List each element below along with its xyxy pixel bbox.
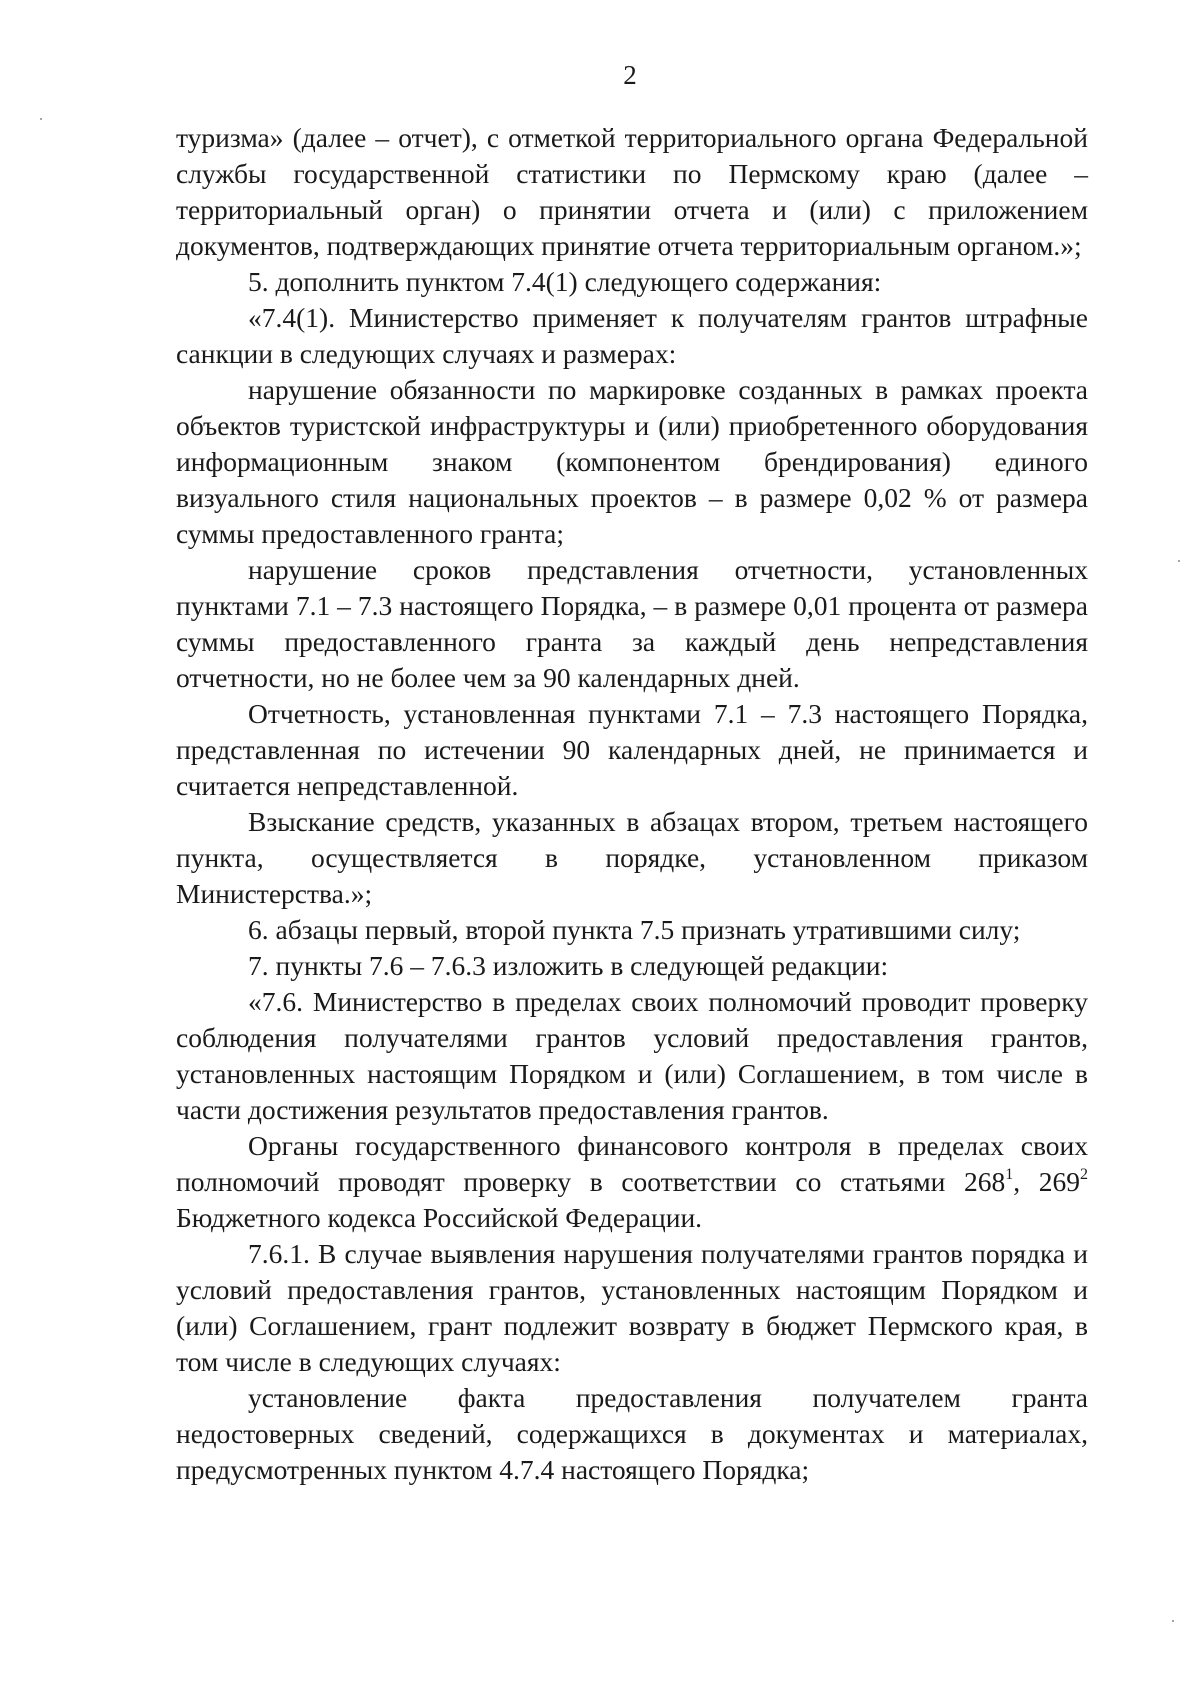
financial-control-text-end: Бюджетного кодекса Российской Федерации. <box>176 1202 703 1233</box>
paragraph-financial-control <box>176 1128 1088 1236</box>
paragraph-penalty-deadline: нарушение сроков представления отчетности, установленных пунктами 7.1 – 7.3 настоящего Порядка, – в размере 0,01 процента от размера суммы предоставленного гранта за каждый день непредставления отчетности, но не более чем за 90 календарных дней. <box>176 554 1088 693</box>
financial-control-text-middle: , 269 <box>1013 1166 1081 1197</box>
paragraph-item-6: 6. абзацы первый, второй пункта 7.5 признать утратившими силу; <box>248 914 1021 945</box>
paragraph-false-information: установление факта предоставления получателем гранта недостоверных сведений, содержащихся в документах и материалах, предусмотренных пунктом 4.7.4 настоящего Порядка; <box>176 1382 1088 1485</box>
paragraph-reporting-end: туризма» (далее – отчет), с отметкой территориального органа Федеральной службы государственной статистики по Пермскому краю (далее – территориальный орган) о принятии отчета и (или) с приложением документов, подтверждающих принятие отчета территориальным органом.»; <box>176 122 1088 261</box>
paragraph-reporting-late: Отчетность, установленная пунктами 7.1 – 7.3 настоящего Порядка, представленная по истечении 90 календарных дней, не принимается и считается непредставленной. <box>176 698 1088 801</box>
paragraph-collection: Взыскание средств, указанных в абзацах втором, третьем настоящего пункта, осуществляется в порядке, установленном приказом Министерства.»; <box>176 806 1088 909</box>
financial-control-text-start: Органы государственного финансового контроля в пределах своих полномочий проводят проверку в соответствии со статьями 268 <box>176 1130 1088 1197</box>
scan-speck <box>1172 1620 1174 1622</box>
paragraph-penalty-marking: нарушение обязанности по маркировке созданных в рамках проекта объектов туристской инфраструктуры и (или) приобретенного оборудования информационным знаком (компонентом брендирования) единого визуального стиля национальных проектов – в размере 0,02 % от размера суммы предоставленного гранта; <box>176 374 1088 549</box>
page-number: 2 <box>623 60 637 90</box>
superscript-2: 2 <box>1080 1166 1089 1183</box>
scan-speck <box>40 118 42 120</box>
superscript-1: 1 <box>1005 1166 1014 1183</box>
scan-speck <box>1178 560 1180 562</box>
paragraph-7-4-1-intro: «7.4(1). Министерство применяет к получателям грантов штрафные санкции в следующих случаях и размерах: <box>176 302 1088 369</box>
paragraph-item-5: 5. дополнить пунктом 7.4(1) следующего содержания: <box>248 266 882 297</box>
document-body <box>176 120 1088 1488</box>
paragraph-7-6-1: 7.6.1. В случае выявления нарушения получателями грантов порядка и условий предоставления грантов, установленных настоящим Порядком и (или) Соглашением, грант подлежит возврату в бюджет Пермского края, в том числе в следующих случаях: <box>176 1238 1088 1377</box>
paragraph-7-6: «7.6. Министерство в пределах своих полномочий проводит проверку соблюдения получателями грантов условий предоставления грантов, установленных настоящим Порядком и (или) Соглашением, в том числе в части достижения результатов предоставления грантов. <box>176 986 1088 1125</box>
paragraph-item-7: 7. пункты 7.6 – 7.6.3 изложить в следующей редакции: <box>248 950 889 981</box>
